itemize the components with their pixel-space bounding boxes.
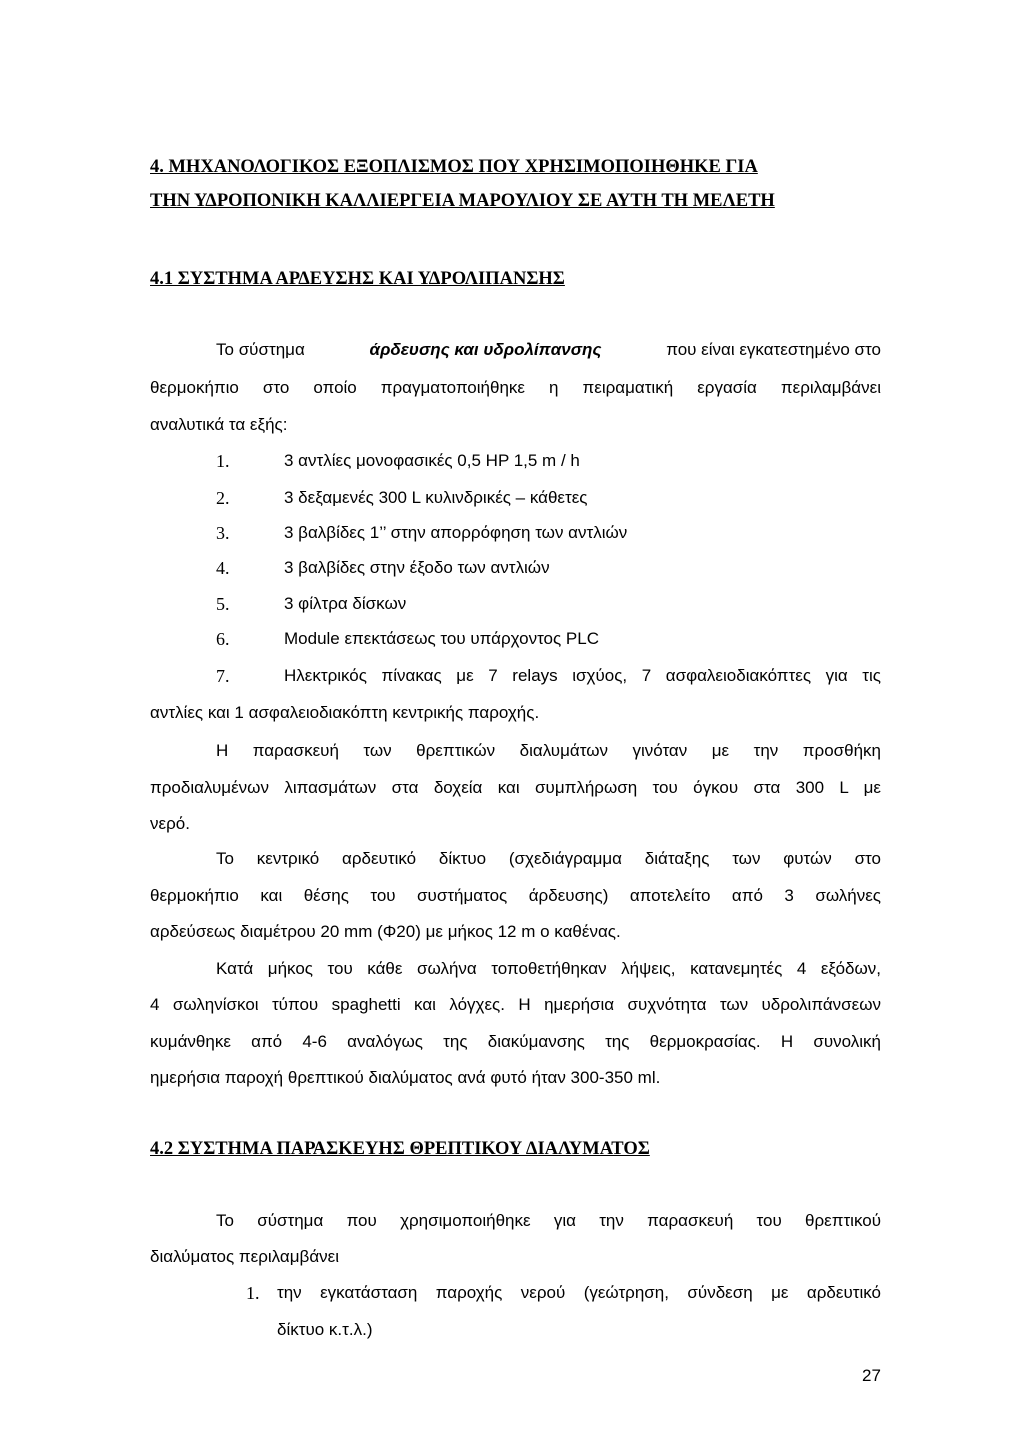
- list-item-7-number: 7.: [216, 666, 230, 686]
- section-4-2-item-1-line-1: την εγκατάσταση παροχής νερού (γεώτρηση, σύνδεση με αρδευτικό: [277, 1283, 881, 1302]
- paragraph-1-line-2: προδιαλυμένων λιπασμάτων στα δοχεία και συμπλήρωση του όγκου στα 300 L με: [150, 778, 881, 797]
- page-number: 27: [862, 1366, 881, 1385]
- list-item-6-text: Module επεκτάσεως του υπάρχοντος PLC: [284, 629, 599, 648]
- list-item-5-number: 5.: [216, 594, 230, 614]
- section-4-2-item-1-number: 1.: [246, 1283, 260, 1303]
- list-item-1-text: 3 αντλίες μονοφασικές 0,5 HP 1,5 m / h: [284, 451, 580, 470]
- list-item-7-text: Ηλεκτρικός πίνακας με 7 relays ισχύος, 7 ασφαλειοδιακόπτες για τις: [284, 666, 881, 685]
- paragraph-3-line-2: 4 σωληνίσκοι τύπου spaghetti και λόγχες. Η ημερήσια συχνότητα των υδρολιπάνσεων: [150, 995, 881, 1014]
- intro-line-3: αναλυτικά τα εξής:: [150, 415, 288, 434]
- section-4-2-title: 4.2 ΣΥΣΤΗΜΑ ΠΑΡΑΣΚΕΥΗΣ ΘΡΕΠΤΙΚΟΥ ΔΙΑΛΥΜΑΤΟΣ: [150, 1139, 650, 1159]
- paragraph-2-line-3: αρδεύσεως διαμέτρου 20 mm (Φ20) με μήκος 12 m ο καθένας.: [150, 922, 621, 941]
- list-item-7-continuation: αντλίες και 1 ασφαλειοδιακόπτη κεντρικής παροχής.: [150, 703, 540, 722]
- section-4-2-item-1-line-2: δίκτυο κ.τ.λ.): [277, 1320, 373, 1339]
- section-4-1-title: 4.1 ΣΥΣΤΗΜΑ ΑΡΔΕΥΣΗΣ ΚΑΙ ΥΔΡΟΛΙΠΑΝΣΗΣ: [150, 269, 565, 289]
- paragraph-3-line-4: ημερήσια παροχή θρεπτικού διαλύματος ανά φυτό ήταν 300-350 ml.: [150, 1068, 661, 1087]
- list-item-3-number: 3.: [216, 523, 230, 543]
- list-item-2-text: 3 δεξαμενές 300 L κυλινδρικές – κάθετες: [284, 488, 588, 507]
- paragraph-3-line-1: Κατά μήκος του κάθε σωλήνα τοποθετήθηκαν λήψεις, κατανεμητές 4 εξόδων,: [216, 959, 881, 978]
- paragraph-3-line-3: κυμάνθηκε από 4-6 αναλόγως της διακύμανσης της θερμοκρασίας. Η συνολική: [150, 1032, 881, 1051]
- list-item-6-number: 6.: [216, 629, 230, 649]
- list-item-4-number: 4.: [216, 558, 230, 578]
- list-item-2-number: 2.: [216, 488, 230, 508]
- paragraph-2-line-2: θερμοκήπιο και θέσης του συστήματος άρδευσης) αποτελείτο από 3 σωλήνες: [150, 886, 881, 905]
- intro-line-2: θερμοκήπιο στο οποίο πραγματοποιήθηκε η πειραματική εργασία περιλαμβάνει: [150, 378, 881, 397]
- chapter-heading-line-1: 4. ΜΗΧΑΝΟΛΟΓΙΚΟΣ ΕΞΟΠΛΙΣΜΟΣ ΠΟΥ ΧΡΗΣΙΜΟΠΟΙΗΘΗΚΕ ΓΙΑ: [150, 157, 758, 177]
- paragraph-1-line-3: νερό.: [150, 814, 190, 833]
- section-4-2-paragraph-line-1: Το σύστημα που χρησιμοποιήθηκε για την παρασκευή του θρεπτικού: [216, 1211, 881, 1230]
- list-item-4-text: 3 βαλβίδες στην έξοδο των αντλιών: [284, 558, 550, 577]
- list-item-3-text: 3 βαλβίδες 1’’ στην απορρόφηση των αντλιών: [284, 523, 628, 542]
- intro-bold-phrase: άρδευσης και υδρολίπανσης: [369, 340, 602, 359]
- intro-post: που είναι εγκατεστημένο στο: [661, 340, 881, 359]
- list-item-1-number: 1.: [216, 451, 230, 471]
- list-item-5-text: 3 φίλτρα δίσκων: [284, 594, 407, 613]
- intro-pre: Το σύστημα: [216, 340, 310, 359]
- paragraph-1-line-1: Η παρασκευή των θρεπτικών διαλυμάτων γινόταν με την προσθήκη: [216, 741, 881, 760]
- paragraph-2-line-1: Το κεντρικό αρδευτικό δίκτυο (σχεδιάγραμμα διάταξης των φυτών στο: [216, 849, 881, 868]
- section-4-2-paragraph-line-2: διαλύματος περιλαμβάνει: [150, 1247, 340, 1266]
- intro-line-1: [216, 339, 881, 361]
- chapter-heading-line-2: ΤΗΝ ΥΔΡΟΠΟΝΙΚΗ ΚΑΛΛΙΕΡΓΕΙΑ ΜΑΡΟΥΛΙΟΥ ΣΕ ΑΥΤΗ ΤΗ ΜΕΛΕΤΗ: [150, 191, 775, 211]
